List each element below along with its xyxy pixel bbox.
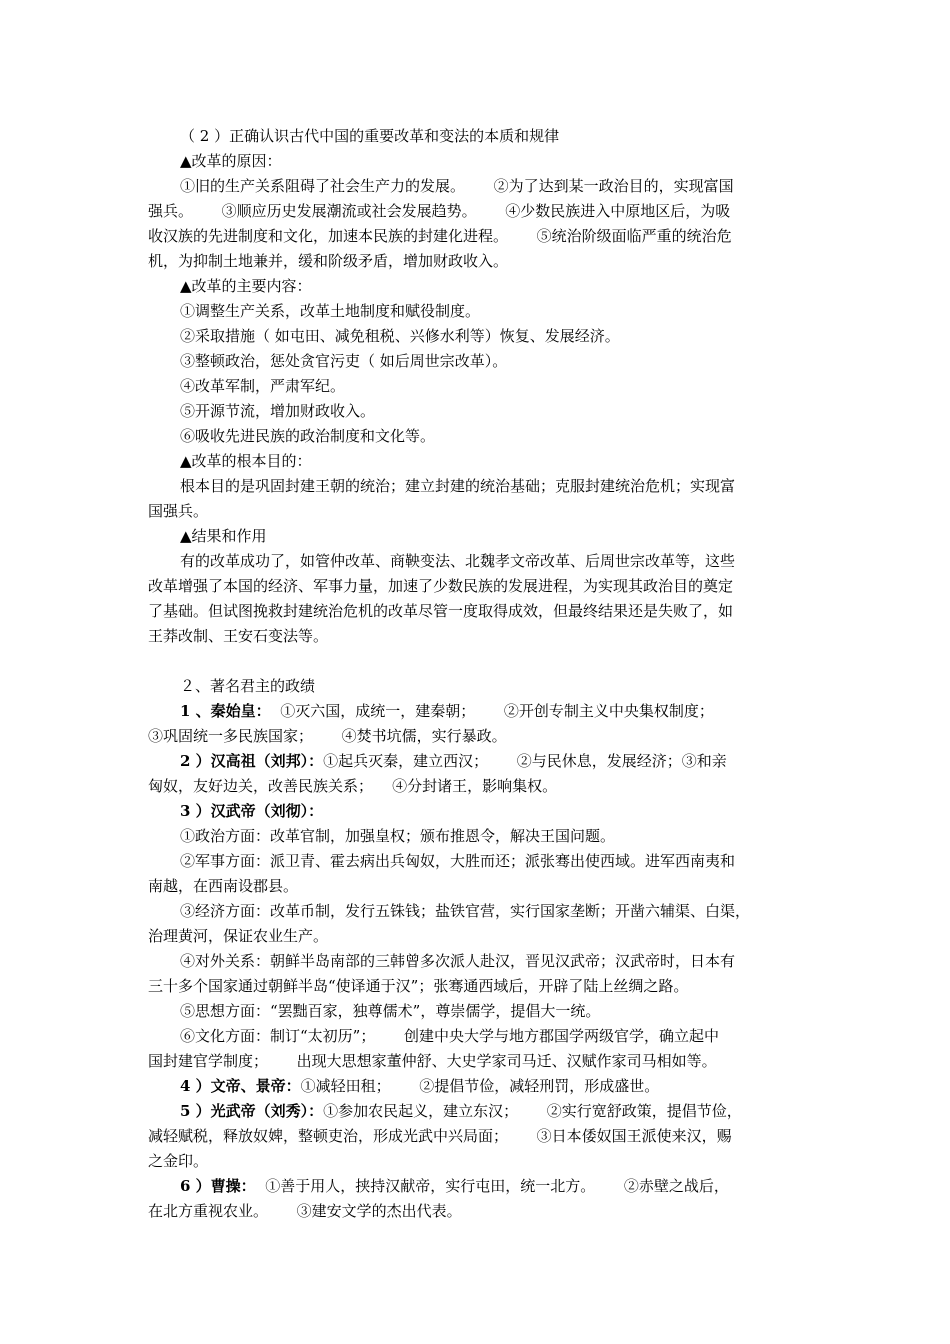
section-heading: ２、著名君主的政绩	[180, 677, 316, 695]
list-item: ③经济方面：改革币制，发行五铢钱；盐铁官营，实行国家垄断；开凿六辅渠、白渠，	[180, 902, 751, 920]
list-item: ⑥吸收先进民族的政治制度和文化等。	[180, 427, 436, 445]
paragraph-line: 有的改革成功了，如管仲改革、商鞅变法、北魏孝文帝改革、后周世宗改革等，这些	[180, 552, 736, 570]
reform-causes-heading: ▲改革的原因：	[180, 152, 282, 170]
ruler-name: 4 ）文帝、景帝：	[180, 1077, 301, 1095]
paragraph-line: 南越，在西南设郡县。	[148, 877, 299, 895]
paragraph-line: 之金印。	[148, 1152, 209, 1170]
list-item: ④对外关系：朝鲜半岛南部的三韩曾多次派人赴汉，晋见汉武帝；汉武帝时，日本有	[180, 952, 736, 970]
paragraph-line: 国封建官学制度； 出现大思想家董仲舒、大史学家司马迁、汉赋作家司马相如等。	[148, 1052, 717, 1070]
ruler-name: 2 ）汉高祖（刘邦）：	[180, 752, 324, 770]
list-item: ④改革军制，严肃军纪。	[180, 377, 346, 395]
paragraph-line: 减轻赋税，释放奴婢，整顿吏治，形成光武中兴局面； ③日本倭奴国王派使来汉，赐	[148, 1127, 732, 1145]
list-item: ②采取措施（ 如屯田、减免租税、兴修水利等）恢复、发展经济。	[180, 327, 620, 345]
paragraph-line: 根本目的是巩固封建王朝的统治；建立封建的统治基础；克服封建统治危机；实现富	[180, 477, 736, 495]
list-item: ①政治方面：改革官制，加强皇权；颁布推恩令，解决王国问题。	[180, 827, 616, 845]
paragraph-line: 匈奴，友好边关，改善民族关系； ④分封诸王，影响集权。	[148, 777, 558, 795]
list-item: ②军事方面：派卫青、霍去病出兵匈奴，大胜而还；派张骞出使西域。进军西南夷和	[180, 852, 736, 870]
paragraph-line: 王莽改制、王安石变法等。	[148, 627, 329, 645]
paragraph-line: 在北方重视农业。 ③建安文学的杰出代表。	[148, 1202, 462, 1220]
ruler-name: 3 ）汉武帝（刘彻）：	[180, 802, 324, 820]
results-heading: ▲结果和作用	[180, 527, 267, 545]
reform-content-heading: ▲改革的主要内容：	[180, 277, 312, 295]
section-heading: （ 2 ）正确认识古代中国的重要改革和变法的本质和规律	[180, 127, 560, 145]
ruler-name: 6 ）曹操：	[180, 1177, 256, 1195]
paragraph-line: 机，为抑制土地兼并，缓和阶级矛盾，增加财政收入。	[148, 252, 509, 270]
paragraph-line: ③巩固统一多民族国家； ④焚书坑儒，实行暴政。	[148, 727, 507, 745]
list-item: ⑤思想方面：“罢黜百家，独尊儒术”，尊崇儒学，提倡大一统。	[180, 1002, 601, 1020]
paragraph-line: 三十多个国家通过朝鲜半岛“使译通于汉”；张骞通西域后，开辟了陆上丝绸之路。	[148, 977, 689, 995]
paragraph-line: 了基础。但试图挽救封建统治危机的改革尽管一度取得成效，但最终结果还是失败了，如	[148, 602, 734, 620]
ruler-name: 5 ）光武帝（刘秀）：	[180, 1102, 324, 1120]
ruler-name: 1 、秦始皇：	[180, 702, 271, 720]
ruler-entry: 4 ）文帝、景帝：①减轻田租； ②提倡节俭，减轻刑罚，形成盛世。	[180, 1077, 660, 1095]
ruler-entry: 5 ）光武帝（刘秀）：①参加农民起义，建立东汉； ②实行宽舒政策，提倡节俭，	[180, 1102, 742, 1120]
paragraph-line: ①旧的生产关系阻碍了社会生产力的发展。 ②为了达到某一政治目的，实现富国	[180, 177, 734, 195]
list-item: ⑤开源节流，增加财政收入。	[180, 402, 376, 420]
ruler-entry: 2 ）汉高祖（刘邦）：①起兵灭秦，建立西汉； ②与民休息，发展经济；③和亲	[180, 752, 727, 770]
reform-purpose-heading: ▲改革的根本目的：	[180, 452, 312, 470]
list-item: ⑥文化方面：制订“太初历”； 创建中央大学与地方郡国学两级官学，确立起中	[180, 1027, 719, 1045]
ruler-entry	[180, 801, 323, 821]
paragraph-line: 治理黄河，保证农业生产。	[148, 927, 329, 945]
ruler-entry: 6 ）曹操： ①善于用人，挟持汉献帝，实行屯田，统一北方。 ②赤壁之战后，	[180, 1177, 729, 1195]
paragraph-line: 收汉族的先进制度和文化，加速本民族的封建化进程。 ⑤统治阶级面临严重的统治危	[148, 227, 732, 245]
list-item: ③整顿政治，惩处贪官污吏（ 如后周世宗改革）。	[180, 352, 508, 370]
paragraph-line: 国强兵。	[148, 502, 209, 520]
list-item: ①调整生产关系，改革土地制度和赋役制度。	[180, 302, 481, 320]
paragraph-line: 改革增强了本国的经济、军事力量，加速了少数民族的发展进程，为实现其政治目的奠定	[148, 577, 734, 595]
ruler-entry: 1 、秦始皇： ①灭六国，成统一，建秦朝； ②开创专制主义中央集权制度；	[180, 702, 714, 720]
paragraph-line: 强兵。 ③顺应历史发展潮流或社会发展趋势。 ④少数民族进入中原地区后，为吸	[148, 202, 731, 220]
